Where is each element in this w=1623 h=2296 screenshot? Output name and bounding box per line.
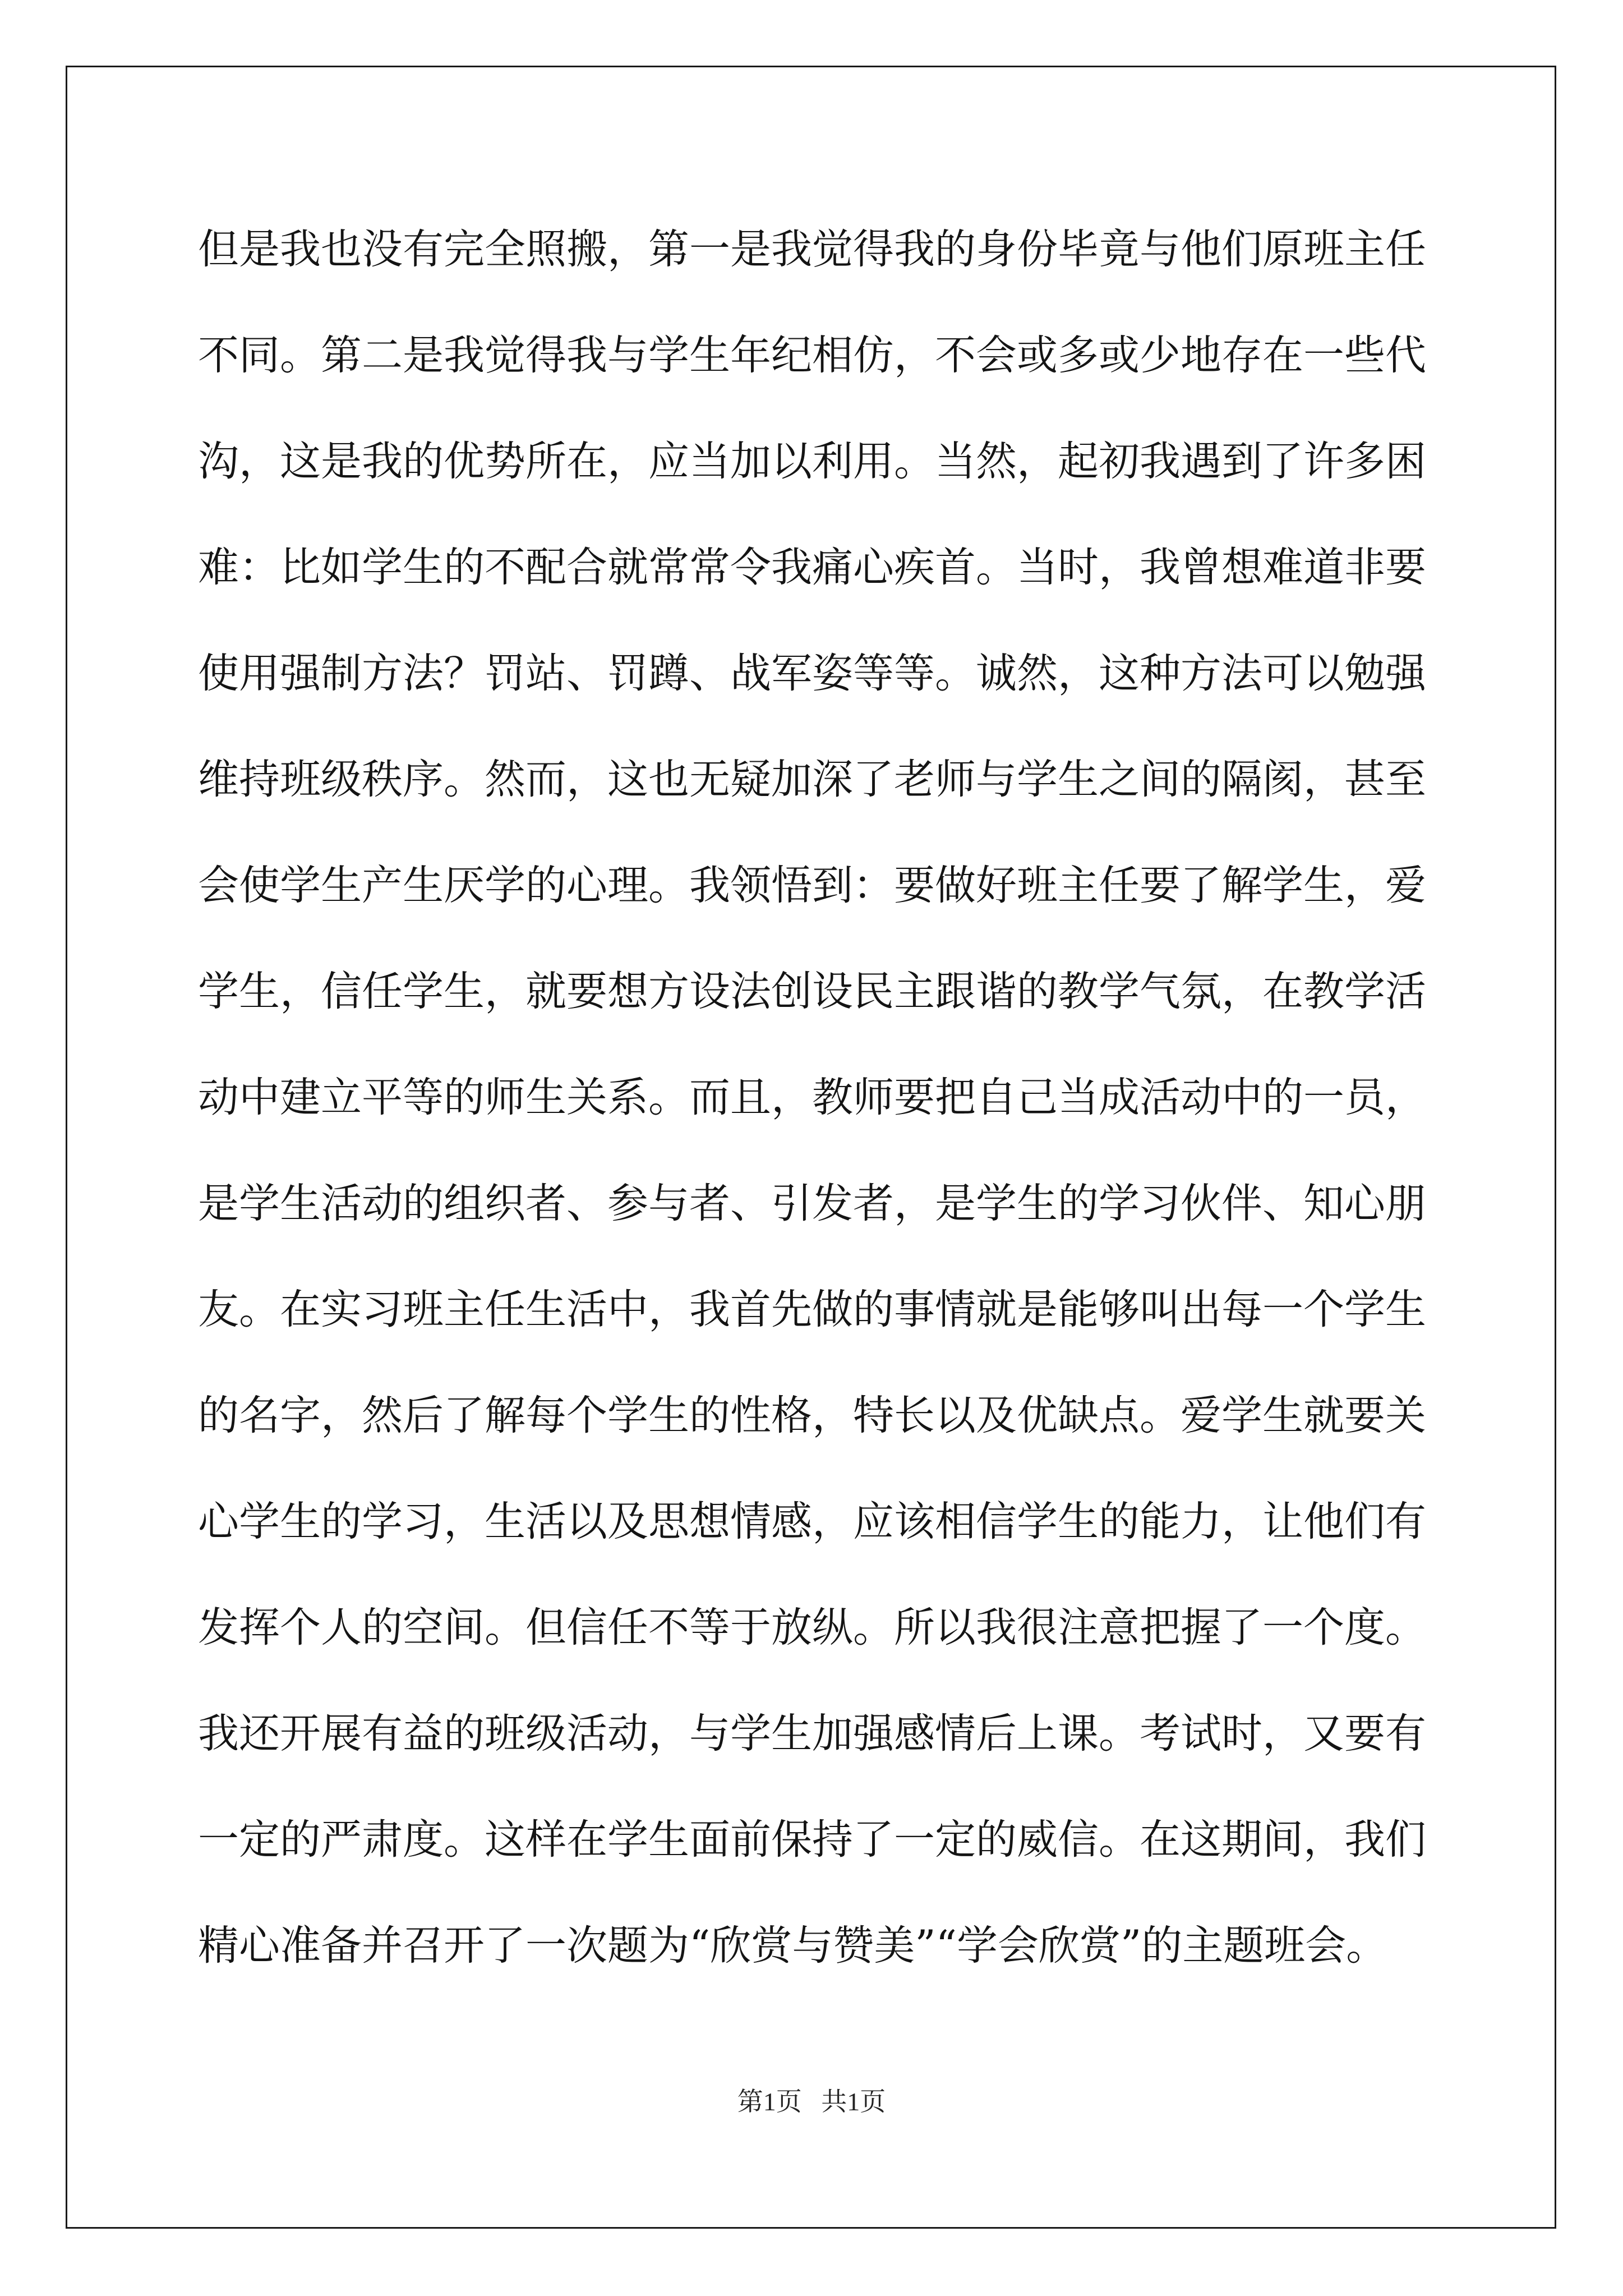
paragraph-line: 是学生活动的组织者、参与者、引发者，是学生的学习伙伴、知心朋 [198,1180,1426,1227]
paragraph-line: 动中建立平等的师生关系。而且，教师要把自己当成活动中的一员， [198,1074,1426,1121]
paragraph-line: 但是我也没有完全照搬，第一是我觉得我的身份毕竟与他们原班主任 [198,226,1426,273]
paragraph-line: 维持班级秩序。然而，这也无疑加深了老师与学生之间的隔阂，甚至 [198,756,1426,803]
paragraph-line: 难：比如学生的不配合就常常令我痛心疾首。当时，我曾想难道非要 [198,544,1426,591]
paragraph-line: 心学生的学习，生活以及思想情感，应该相信学生的能力，让他们有 [198,1498,1426,1545]
paragraph-line: 一定的严肃度。这样在学生面前保持了一定的威信。在这期间，我们 [198,1816,1426,1864]
paragraph-line: 不同。第二是我觉得我与学生年纪相仿，不会或多或少地存在一些代 [198,332,1426,379]
paragraph-line: 精心准备并召开了一次题为“欣赏与赞美”“学会欣赏”的主题班会。 [198,1922,1387,1970]
paragraph-line: 学生，信任学生，就要想方设法创设民主跟谐的教学气氛，在教学活 [198,968,1426,1015]
document-body [198,213,1454,2016]
paragraph-line: 会使学生产生厌学的心理。我领悟到：要做好班主任要了解学生，爱 [198,862,1426,909]
paragraph-line: 我还开展有益的班级活动，与学生加强感情后上课。考试时，又要有 [198,1710,1426,1757]
paragraph-line: 友。在实习班主任生活中，我首先做的事情就是能够叫出每一个学生 [198,1286,1426,1333]
paragraph-line: 沟，这是我的优势所在，应当加以利用。当然，起初我遇到了许多困 [198,438,1426,485]
page-number-footer: 第1页 共1页 [737,2087,886,2116]
paragraph-line: 发挥个人的空间。但信任不等于放纵。所以我很注意把握了一个度。 [198,1604,1426,1651]
paragraph-line: 使用强制方法？罚站、罚蹲、战军姿等等。诚然，这种方法可以勉强 [198,650,1426,697]
paragraph-line: 的名字，然后了解每个学生的性格，特长以及优缺点。爱学生就要关 [198,1392,1426,1439]
